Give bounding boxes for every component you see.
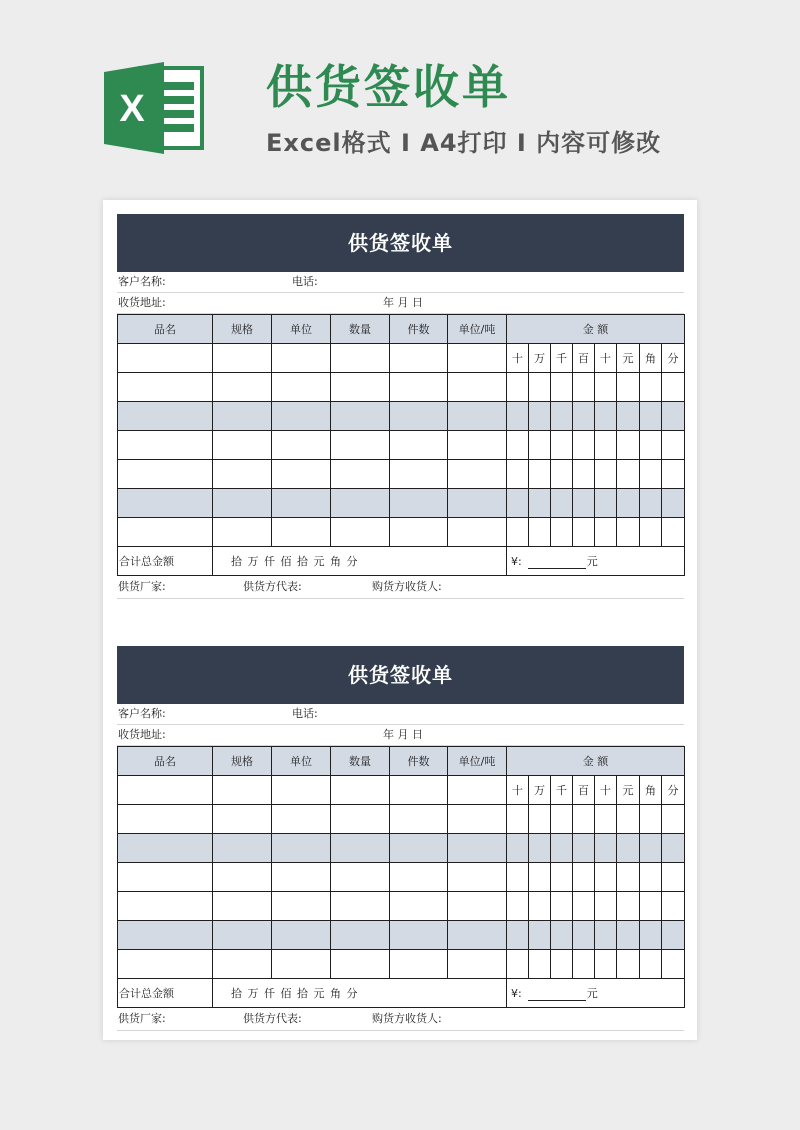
address-label: 收货地址: — [118, 296, 166, 309]
customer-row — [117, 272, 684, 293]
digit-label: 十 — [507, 344, 529, 373]
digit-label: 角 — [640, 776, 662, 805]
cell[interactable] — [390, 776, 448, 805]
digit-label: 万 — [529, 776, 551, 805]
digit-label: 千 — [551, 344, 573, 373]
phone-label: 电话: — [292, 275, 318, 288]
sheet — [103, 200, 697, 1040]
customer-row — [117, 704, 684, 725]
address-row — [117, 293, 684, 314]
digit-label: 分 — [662, 776, 685, 805]
receipt-form-2 — [117, 646, 684, 1031]
supplier-label: 供货厂家: — [118, 1012, 166, 1025]
table-row — [118, 518, 685, 547]
receipt-form-1 — [117, 214, 684, 599]
cell[interactable] — [118, 776, 213, 805]
date-label: 年 月 日 — [383, 296, 423, 309]
table-row — [118, 892, 685, 921]
total-label: 合计总金额 — [118, 547, 213, 576]
page-title: 供货签收单 — [266, 60, 511, 114]
table-row — [118, 460, 685, 489]
cell[interactable] — [448, 776, 507, 805]
customer-label: 客户名称: — [118, 275, 166, 288]
total-row — [118, 979, 685, 1008]
goods-table — [117, 746, 685, 1008]
cell[interactable] — [331, 344, 390, 373]
col-unit-per-ton: 单位/吨 — [448, 747, 507, 776]
table-row — [118, 489, 685, 518]
address-row — [117, 725, 684, 746]
digit-label: 十 — [595, 776, 617, 805]
total-yuan[interactable] — [507, 547, 685, 576]
digit-label: 万 — [529, 344, 551, 373]
phone-label: 电话: — [292, 707, 318, 720]
col-pieces: 件数 — [390, 315, 448, 344]
col-quantity: 数量 — [331, 315, 390, 344]
digit-label: 百 — [573, 776, 595, 805]
signature-row — [117, 576, 684, 599]
digit-label: 千 — [551, 776, 573, 805]
yuan-blank[interactable] — [528, 557, 586, 569]
cell[interactable] — [448, 344, 507, 373]
buyer-label: 购货方收货人: — [372, 1012, 442, 1025]
col-unit-per-ton: 单位/吨 — [448, 315, 507, 344]
table-row — [118, 402, 685, 431]
form-title: 供货签收单 — [117, 214, 684, 272]
col-name: 品名 — [118, 747, 213, 776]
supplier-label: 供货厂家: — [118, 580, 166, 593]
col-spec: 规格 — [213, 315, 272, 344]
total-row — [118, 547, 685, 576]
col-pieces: 件数 — [390, 747, 448, 776]
cell[interactable] — [272, 776, 331, 805]
digit-label: 十 — [507, 776, 529, 805]
col-spec: 规格 — [213, 747, 272, 776]
total-yuan[interactable] — [507, 979, 685, 1008]
table-row — [118, 805, 685, 834]
cell[interactable] — [213, 344, 272, 373]
total-label: 合计总金额 — [118, 979, 213, 1008]
cell[interactable] — [118, 344, 213, 373]
excel-icon — [100, 58, 208, 158]
total-units: 拾 万 仟 佰 拾 元 角 分 — [213, 547, 507, 576]
address-label: 收货地址: — [118, 728, 166, 741]
supplier-rep-label: 供货方代表: — [243, 580, 302, 593]
page-header — [0, 0, 800, 190]
digit-label: 分 — [662, 344, 685, 373]
table-row — [118, 921, 685, 950]
table-row — [118, 373, 685, 402]
yuan-suffix: 元 — [586, 987, 598, 1000]
digit-label: 百 — [573, 344, 595, 373]
buyer-label: 购货方收货人: — [372, 580, 442, 593]
col-unit: 单位 — [272, 315, 331, 344]
total-units: 拾 万 仟 佰 拾 元 角 分 — [213, 979, 507, 1008]
yuan-blank[interactable] — [528, 989, 586, 1001]
digit-label: 角 — [640, 344, 662, 373]
col-unit: 单位 — [272, 747, 331, 776]
supplier-rep-label: 供货方代表: — [243, 1012, 302, 1025]
customer-label: 客户名称: — [118, 707, 166, 720]
yuan-suffix: 元 — [586, 555, 598, 568]
digit-label: 元 — [617, 344, 640, 373]
table-row — [118, 431, 685, 460]
date-label: 年 月 日 — [383, 728, 423, 741]
table-row — [118, 863, 685, 892]
digit-label: 元 — [617, 776, 640, 805]
cell[interactable] — [213, 776, 272, 805]
signature-row — [117, 1008, 684, 1031]
cell[interactable] — [390, 344, 448, 373]
digit-label: 十 — [595, 344, 617, 373]
cell[interactable] — [331, 776, 390, 805]
cell[interactable] — [272, 344, 331, 373]
yuan-prefix: ¥: — [511, 987, 522, 1000]
col-amount: 金 额 — [507, 747, 685, 776]
page-subtitle: Excel格式 I A4打印 I 内容可修改 — [266, 129, 662, 157]
table-row — [118, 834, 685, 863]
goods-table — [117, 314, 685, 576]
col-name: 品名 — [118, 315, 213, 344]
col-amount: 金 额 — [507, 315, 685, 344]
excel-logo-letter: X — [119, 88, 145, 130]
yuan-prefix: ¥: — [511, 555, 522, 568]
table-row — [118, 950, 685, 979]
form-title: 供货签收单 — [117, 646, 684, 704]
col-quantity: 数量 — [331, 747, 390, 776]
